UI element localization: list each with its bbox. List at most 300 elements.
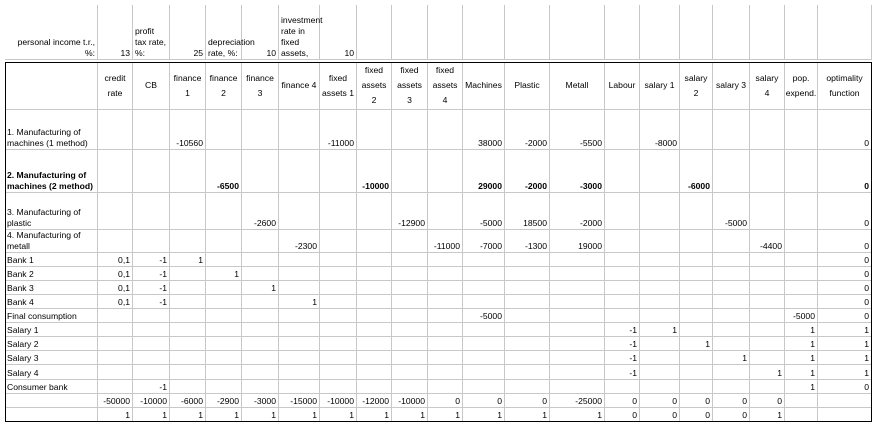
table-cell[interactable] (680, 253, 713, 267)
table-cell[interactable]: -11000 (320, 110, 357, 150)
table-cell[interactable] (242, 253, 279, 267)
table-cell[interactable] (505, 309, 550, 323)
table-cell[interactable]: -6500 (206, 150, 242, 193)
table-cell[interactable] (713, 295, 750, 309)
table-cell[interactable] (785, 394, 818, 408)
row-label[interactable]: Bank 2 (5, 267, 98, 281)
table-cell[interactable]: -5000 (785, 309, 818, 323)
table-cell[interactable]: 1 (785, 323, 818, 337)
table-cell[interactable]: 1 (170, 408, 206, 422)
table-cell[interactable] (428, 295, 463, 309)
table-cell[interactable] (242, 337, 279, 351)
table-cell[interactable] (750, 351, 785, 365)
table-cell[interactable]: -50000 (98, 394, 133, 408)
table-cell[interactable] (550, 281, 605, 295)
row-label[interactable]: 1. Manufacturing of machines (1 method) (5, 110, 98, 150)
table-cell[interactable]: 1 (818, 323, 872, 337)
empty-cell[interactable] (428, 5, 463, 60)
table-cell[interactable] (818, 394, 872, 408)
table-cell[interactable] (505, 365, 550, 380)
table-cell[interactable] (550, 380, 605, 394)
table-cell[interactable] (785, 408, 818, 422)
table-cell[interactable]: 1 (680, 337, 713, 351)
table-cell[interactable] (640, 309, 680, 323)
table-cell[interactable] (713, 323, 750, 337)
column-header[interactable]: finance 1 (170, 62, 206, 110)
table-cell[interactable] (605, 150, 640, 193)
row-label[interactable] (5, 408, 98, 422)
table-cell[interactable] (206, 295, 242, 309)
table-cell[interactable]: -10000 (133, 394, 170, 408)
table-cell[interactable] (505, 267, 550, 281)
table-cell[interactable] (750, 267, 785, 281)
table-cell[interactable]: 0 (818, 253, 872, 267)
row-label[interactable]: 3. Manufacturing of plastic (5, 193, 98, 230)
table-cell[interactable] (713, 365, 750, 380)
table-cell[interactable] (640, 365, 680, 380)
table-cell[interactable] (170, 230, 206, 253)
table-cell[interactable] (279, 267, 320, 281)
table-cell[interactable]: -3000 (550, 150, 605, 193)
table-cell[interactable] (605, 281, 640, 295)
table-cell[interactable] (242, 295, 279, 309)
empty-cell[interactable] (640, 5, 680, 60)
table-cell[interactable] (357, 267, 392, 281)
table-cell[interactable] (206, 351, 242, 365)
table-cell[interactable]: -1 (605, 365, 640, 380)
row-label[interactable]: Salary 3 (5, 351, 98, 365)
table-cell[interactable] (357, 295, 392, 309)
table-cell[interactable] (242, 110, 279, 150)
row-label[interactable]: Bank 4 (5, 295, 98, 309)
table-cell[interactable]: -15000 (279, 394, 320, 408)
table-cell[interactable] (750, 323, 785, 337)
table-cell[interactable] (242, 150, 279, 193)
table-cell[interactable] (750, 380, 785, 394)
table-cell[interactable] (640, 380, 680, 394)
table-cell[interactable] (133, 193, 170, 230)
table-cell[interactable] (640, 253, 680, 267)
table-cell[interactable]: 1 (750, 408, 785, 422)
table-cell[interactable] (279, 281, 320, 295)
column-header[interactable]: Plastic (505, 62, 550, 110)
column-header[interactable]: fixed assets 1 (320, 62, 357, 110)
table-cell[interactable] (206, 380, 242, 394)
table-cell[interactable] (320, 253, 357, 267)
table-cell[interactable] (713, 230, 750, 253)
table-cell[interactable] (680, 281, 713, 295)
table-cell[interactable]: -1 (133, 295, 170, 309)
param-value-3[interactable]: 10 (242, 5, 279, 60)
table-cell[interactable] (170, 323, 206, 337)
table-cell[interactable] (428, 110, 463, 150)
table-cell[interactable]: -10000 (320, 394, 357, 408)
table-cell[interactable]: -5000 (713, 193, 750, 230)
empty-cell[interactable] (605, 5, 640, 60)
table-cell[interactable] (170, 193, 206, 230)
table-cell[interactable] (505, 351, 550, 365)
table-cell[interactable]: -12000 (357, 394, 392, 408)
column-header[interactable]: fixed assets 3 (392, 62, 428, 110)
table-cell[interactable] (133, 309, 170, 323)
table-cell[interactable]: -25000 (550, 394, 605, 408)
column-header[interactable]: finance 4 (279, 62, 320, 110)
table-cell[interactable] (279, 380, 320, 394)
table-cell[interactable]: -2000 (550, 193, 605, 230)
table-cell[interactable]: -2000 (505, 110, 550, 150)
table-cell[interactable]: 0,1 (98, 281, 133, 295)
table-cell[interactable]: 1 (357, 408, 392, 422)
table-cell[interactable] (550, 295, 605, 309)
table-cell[interactable] (785, 193, 818, 230)
table-cell[interactable]: -5000 (463, 309, 505, 323)
table-cell[interactable] (279, 253, 320, 267)
table-cell[interactable] (640, 351, 680, 365)
empty-cell[interactable] (680, 5, 713, 60)
table-cell[interactable]: 1 (320, 408, 357, 422)
table-cell[interactable] (279, 309, 320, 323)
table-cell[interactable]: 0 (428, 394, 463, 408)
table-cell[interactable] (680, 193, 713, 230)
table-cell[interactable] (320, 281, 357, 295)
table-cell[interactable]: -7000 (463, 230, 505, 253)
table-cell[interactable]: -4400 (750, 230, 785, 253)
table-cell[interactable]: -1 (133, 253, 170, 267)
table-cell[interactable] (170, 309, 206, 323)
table-cell[interactable] (605, 380, 640, 394)
param-value-1[interactable]: 13 (98, 5, 133, 60)
table-cell[interactable] (170, 365, 206, 380)
row-label[interactable] (5, 394, 98, 408)
table-cell[interactable]: 1 (463, 408, 505, 422)
table-cell[interactable] (680, 351, 713, 365)
table-cell[interactable] (133, 337, 170, 351)
table-cell[interactable] (357, 323, 392, 337)
table-cell[interactable] (463, 323, 505, 337)
table-cell[interactable] (206, 309, 242, 323)
table-cell[interactable]: 1 (206, 267, 242, 281)
table-cell[interactable]: -1 (133, 281, 170, 295)
table-cell[interactable] (428, 337, 463, 351)
table-cell[interactable]: -2000 (505, 150, 550, 193)
table-cell[interactable]: 1 (242, 281, 279, 295)
table-cell[interactable] (713, 110, 750, 150)
table-cell[interactable]: 0 (818, 230, 872, 253)
table-cell[interactable] (680, 295, 713, 309)
table-cell[interactable] (505, 337, 550, 351)
table-cell[interactable] (750, 295, 785, 309)
header-corner-cell[interactable] (5, 62, 98, 110)
table-cell[interactable] (428, 253, 463, 267)
table-cell[interactable] (98, 309, 133, 323)
table-cell[interactable] (357, 230, 392, 253)
table-cell[interactable] (206, 323, 242, 337)
table-cell[interactable] (320, 323, 357, 337)
table-cell[interactable] (392, 380, 428, 394)
table-cell[interactable]: 1 (818, 365, 872, 380)
table-cell[interactable]: 0 (818, 309, 872, 323)
table-cell[interactable]: 18500 (505, 193, 550, 230)
table-cell[interactable] (170, 295, 206, 309)
table-cell[interactable] (640, 267, 680, 281)
table-cell[interactable]: 29000 (463, 150, 505, 193)
table-cell[interactable]: 1 (242, 408, 279, 422)
table-cell[interactable]: -12900 (392, 193, 428, 230)
table-cell[interactable] (713, 380, 750, 394)
table-cell[interactable] (98, 193, 133, 230)
table-cell[interactable]: 1 (170, 253, 206, 267)
table-cell[interactable] (785, 253, 818, 267)
table-cell[interactable]: -10560 (170, 110, 206, 150)
table-cell[interactable] (98, 365, 133, 380)
table-cell[interactable] (640, 281, 680, 295)
table-cell[interactable] (463, 351, 505, 365)
table-cell[interactable]: -1300 (505, 230, 550, 253)
table-cell[interactable] (98, 110, 133, 150)
table-cell[interactable] (320, 337, 357, 351)
table-cell[interactable] (206, 110, 242, 150)
table-cell[interactable]: -6000 (680, 150, 713, 193)
table-cell[interactable] (392, 281, 428, 295)
table-cell[interactable] (605, 295, 640, 309)
table-cell[interactable] (133, 150, 170, 193)
table-cell[interactable] (680, 323, 713, 337)
column-header[interactable]: CB (133, 62, 170, 110)
column-header[interactable]: salary 3 (713, 62, 750, 110)
table-cell[interactable] (320, 351, 357, 365)
table-cell[interactable]: 1 (818, 351, 872, 365)
row-label[interactable]: Salary 4 (5, 365, 98, 380)
table-cell[interactable] (133, 365, 170, 380)
table-cell[interactable] (550, 337, 605, 351)
table-cell[interactable] (713, 281, 750, 295)
table-cell[interactable]: 0 (605, 394, 640, 408)
column-header[interactable]: finance 2 (206, 62, 242, 110)
table-cell[interactable] (98, 351, 133, 365)
table-cell[interactable] (750, 193, 785, 230)
table-cell[interactable] (279, 365, 320, 380)
table-cell[interactable] (392, 267, 428, 281)
table-cell[interactable] (605, 253, 640, 267)
table-cell[interactable] (320, 150, 357, 193)
table-cell[interactable] (357, 193, 392, 230)
table-cell[interactable]: 1 (785, 365, 818, 380)
table-cell[interactable] (640, 337, 680, 351)
table-cell[interactable] (279, 110, 320, 150)
table-cell[interactable] (357, 110, 392, 150)
table-cell[interactable] (505, 253, 550, 267)
table-cell[interactable]: 1 (206, 408, 242, 422)
table-cell[interactable] (463, 267, 505, 281)
table-cell[interactable] (605, 267, 640, 281)
table-cell[interactable] (279, 193, 320, 230)
table-cell[interactable]: 1 (750, 365, 785, 380)
table-cell[interactable] (713, 253, 750, 267)
param-value-2[interactable]: 25 (170, 5, 206, 60)
table-cell[interactable] (357, 281, 392, 295)
table-cell[interactable] (133, 110, 170, 150)
table-cell[interactable] (392, 150, 428, 193)
row-label[interactable]: 4. Manufacturing of metall (5, 230, 98, 253)
table-cell[interactable] (320, 309, 357, 323)
table-cell[interactable] (279, 337, 320, 351)
table-cell[interactable] (463, 365, 505, 380)
table-cell[interactable] (428, 351, 463, 365)
table-cell[interactable]: 0 (818, 267, 872, 281)
column-header[interactable]: finance 3 (242, 62, 279, 110)
column-header[interactable]: Machines (463, 62, 505, 110)
column-header[interactable]: fixed assets 2 (357, 62, 392, 110)
table-cell[interactable] (713, 337, 750, 351)
table-cell[interactable] (463, 380, 505, 394)
table-cell[interactable] (785, 150, 818, 193)
column-header[interactable]: salary 1 (640, 62, 680, 110)
table-cell[interactable] (680, 309, 713, 323)
table-cell[interactable] (428, 365, 463, 380)
table-cell[interactable] (680, 380, 713, 394)
table-cell[interactable] (505, 281, 550, 295)
table-cell[interactable]: 0 (713, 394, 750, 408)
table-cell[interactable] (242, 230, 279, 253)
table-cell[interactable]: 1 (133, 408, 170, 422)
table-cell[interactable]: 1 (785, 337, 818, 351)
table-cell[interactable] (713, 267, 750, 281)
table-cell[interactable] (392, 253, 428, 267)
table-cell[interactable] (206, 230, 242, 253)
table-cell[interactable] (392, 351, 428, 365)
table-cell[interactable] (242, 351, 279, 365)
table-cell[interactable] (680, 267, 713, 281)
table-cell[interactable] (320, 230, 357, 253)
table-cell[interactable] (392, 110, 428, 150)
table-cell[interactable] (713, 309, 750, 323)
table-cell[interactable]: 0 (818, 281, 872, 295)
table-cell[interactable] (818, 408, 872, 422)
table-cell[interactable] (750, 110, 785, 150)
table-cell[interactable] (320, 380, 357, 394)
table-cell[interactable] (170, 380, 206, 394)
table-cell[interactable] (242, 380, 279, 394)
table-cell[interactable] (242, 309, 279, 323)
table-cell[interactable]: 0 (640, 408, 680, 422)
empty-cell[interactable] (392, 5, 428, 60)
table-cell[interactable]: 0 (680, 394, 713, 408)
table-cell[interactable] (428, 193, 463, 230)
table-cell[interactable]: 1 (98, 408, 133, 422)
table-cell[interactable]: 0 (605, 408, 640, 422)
table-cell[interactable] (392, 323, 428, 337)
table-cell[interactable] (785, 230, 818, 253)
table-cell[interactable] (750, 337, 785, 351)
table-cell[interactable] (785, 295, 818, 309)
table-cell[interactable] (463, 281, 505, 295)
table-cell[interactable] (279, 323, 320, 337)
table-cell[interactable] (428, 380, 463, 394)
table-cell[interactable]: -2900 (206, 394, 242, 408)
table-cell[interactable] (170, 337, 206, 351)
table-cell[interactable] (357, 253, 392, 267)
table-cell[interactable] (550, 365, 605, 380)
table-cell[interactable] (505, 323, 550, 337)
table-cell[interactable] (505, 380, 550, 394)
table-cell[interactable]: 0,1 (98, 295, 133, 309)
table-cell[interactable] (550, 351, 605, 365)
table-cell[interactable] (463, 295, 505, 309)
table-cell[interactable] (206, 253, 242, 267)
table-cell[interactable]: 0 (818, 150, 872, 193)
column-header[interactable]: fixed assets 4 (428, 62, 463, 110)
table-cell[interactable]: 0,1 (98, 253, 133, 267)
table-cell[interactable] (392, 365, 428, 380)
table-cell[interactable] (98, 150, 133, 193)
empty-cell[interactable] (750, 5, 785, 60)
table-cell[interactable] (680, 110, 713, 150)
table-cell[interactable] (320, 193, 357, 230)
table-cell[interactable] (428, 150, 463, 193)
table-cell[interactable]: 19000 (550, 230, 605, 253)
table-cell[interactable] (428, 323, 463, 337)
param-value-4[interactable]: 10 (320, 5, 357, 60)
table-cell[interactable] (206, 337, 242, 351)
table-cell[interactable]: -10000 (392, 394, 428, 408)
row-label[interactable]: Salary 1 (5, 323, 98, 337)
table-cell[interactable]: 1 (392, 408, 428, 422)
table-cell[interactable]: -5000 (463, 193, 505, 230)
table-cell[interactable] (785, 281, 818, 295)
table-cell[interactable] (713, 150, 750, 193)
column-header[interactable]: salary 2 (680, 62, 713, 110)
table-cell[interactable] (170, 267, 206, 281)
empty-cell[interactable] (505, 5, 550, 60)
table-cell[interactable] (357, 351, 392, 365)
table-cell[interactable] (463, 337, 505, 351)
column-header[interactable]: Labour (605, 62, 640, 110)
table-cell[interactable]: 0 (640, 394, 680, 408)
table-cell[interactable]: 0 (818, 193, 872, 230)
table-cell[interactable]: 0 (818, 295, 872, 309)
table-cell[interactable]: -6000 (170, 394, 206, 408)
table-cell[interactable] (170, 150, 206, 193)
row-label[interactable]: Consumer bank (5, 380, 98, 394)
table-cell[interactable] (279, 150, 320, 193)
table-cell[interactable] (392, 309, 428, 323)
empty-cell[interactable] (550, 5, 605, 60)
table-cell[interactable]: 0 (713, 408, 750, 422)
table-cell[interactable] (640, 193, 680, 230)
table-cell[interactable] (357, 365, 392, 380)
table-cell[interactable]: 1 (505, 408, 550, 422)
row-label[interactable]: Final consumption (5, 309, 98, 323)
table-cell[interactable] (98, 337, 133, 351)
table-cell[interactable] (133, 323, 170, 337)
table-cell[interactable] (98, 380, 133, 394)
table-cell[interactable]: -1 (605, 323, 640, 337)
table-cell[interactable] (320, 365, 357, 380)
table-cell[interactable] (98, 230, 133, 253)
table-cell[interactable] (133, 230, 170, 253)
table-cell[interactable]: 1 (640, 323, 680, 337)
table-cell[interactable]: 1 (428, 408, 463, 422)
table-cell[interactable] (605, 309, 640, 323)
table-cell[interactable]: 0 (818, 380, 872, 394)
table-cell[interactable] (550, 253, 605, 267)
table-cell[interactable] (750, 281, 785, 295)
table-cell[interactable]: 1 (713, 351, 750, 365)
empty-cell[interactable] (357, 5, 392, 60)
table-cell[interactable] (640, 150, 680, 193)
table-cell[interactable] (750, 150, 785, 193)
empty-cell[interactable] (713, 5, 750, 60)
